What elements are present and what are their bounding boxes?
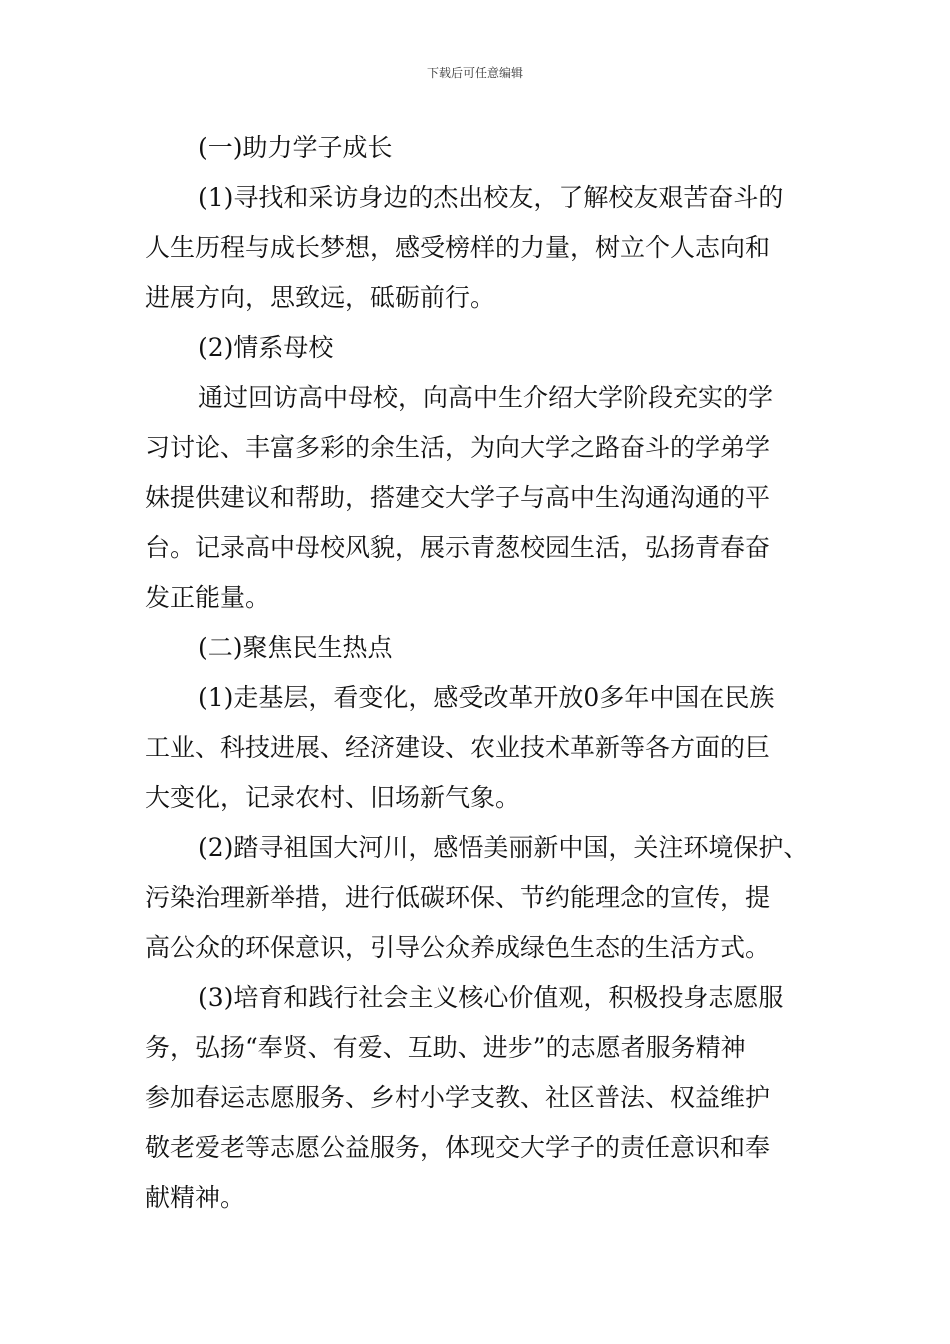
paragraph-line: 务，弘扬“奉贤、有爱、互助、进步”的志愿者服务精神 — [145, 1033, 746, 1062]
section-heading-1: (一)助力学子成长 — [198, 133, 393, 162]
paragraph-line: 参加春运志愿服务、乡村小学支教、社区普法、权益维护 — [145, 1083, 771, 1112]
paragraph-line: (1)走基层，看变化，感受改革开放0多年中国在民族 — [198, 683, 775, 712]
paragraph-line: 工业、科技进展、经济建设、农业技术革新等各方面的巨 — [145, 733, 771, 762]
paragraph-line: 习讨论、丰富多彩的余生活，为向大学之路奋斗的学弟学 — [145, 433, 771, 462]
paragraph-line: 发正能量。 — [145, 583, 271, 612]
document-body — [145, 123, 825, 1223]
section-heading-2: (二)聚焦民生热点 — [198, 633, 393, 662]
paragraph-line: 敬老爱老等志愿公益服务，体现交大学子的责任意识和奉 — [145, 1133, 771, 1162]
paragraph-line: 人生历程与成长梦想，感受榜样的力量，树立个人志向和 — [145, 233, 771, 262]
paragraph-line: (2)踏寻祖国大河川，感悟美丽新中国，关注环境保护、 — [198, 833, 809, 862]
paragraph-line: 大变化，记录农村、旧场新气象。 — [145, 783, 521, 812]
paragraph-line: (1)寻找和采访身边的杰出校友，了解校友艰苦奋斗的 — [198, 183, 784, 212]
paragraph-line: (3)培育和践行社会主义核心价值观，积极投身志愿服 — [198, 983, 784, 1012]
paragraph-line: 高公众的环保意识，引导公众养成绿色生态的生活方式。 — [145, 933, 771, 962]
paragraph-line: 通过回访高中母校，向高中生介绍大学阶段充实的学 — [198, 383, 774, 412]
subheading-line: (2)情系母校 — [198, 333, 334, 362]
paragraph-line: 妹提供建议和帮助，搭建交大学子与高中生沟通沟通的平 — [145, 483, 771, 512]
paragraph-line: 进展方向，思致远，砥砺前行。 — [145, 283, 496, 312]
page-header: 下载后可任意编辑 — [426, 66, 523, 80]
paragraph-line: 献精神。 — [145, 1183, 246, 1212]
paragraph-line: 污染治理新举措，进行低碳环保、节约能理念的宣传，提 — [145, 883, 771, 912]
paragraph-line: 台。记录高中母校风貌，展示青葱校园生活，弘扬青春奋 — [145, 533, 771, 562]
